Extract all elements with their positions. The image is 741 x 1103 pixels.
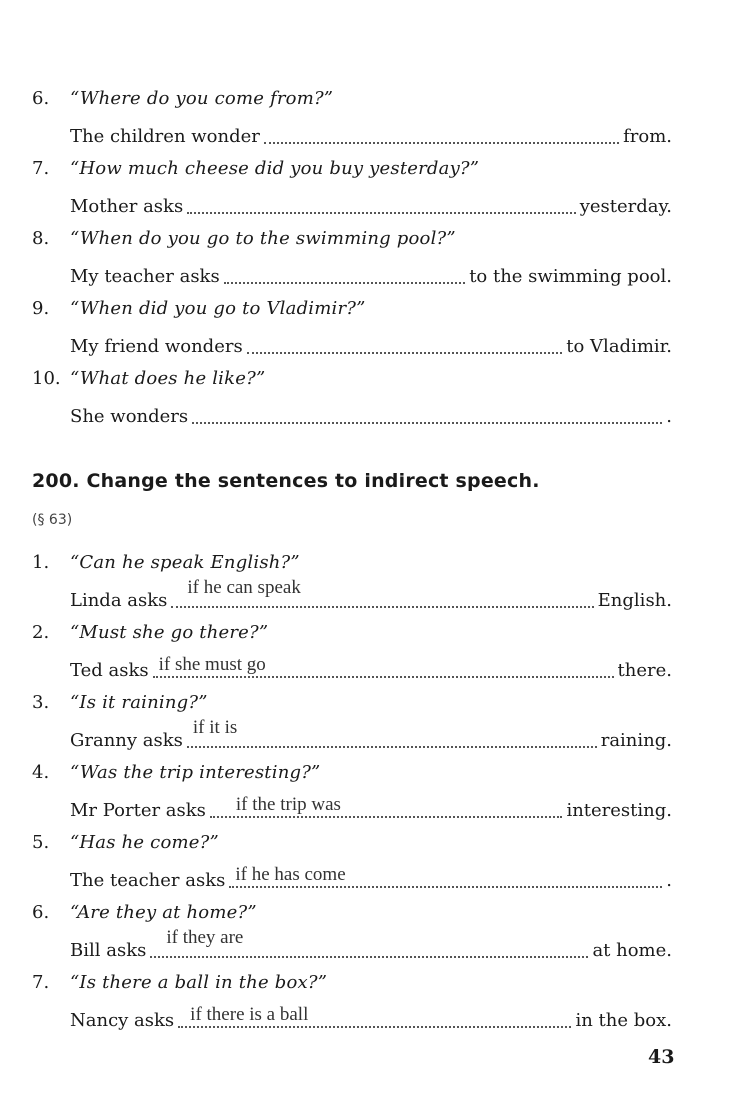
- handwritten-answer: if there is a ball: [190, 1004, 309, 1025]
- item-number: 3.: [32, 692, 50, 713]
- direct-question: “Is there a ball in the box?”: [70, 972, 328, 993]
- direct-question: “Was the trip interesting?”: [70, 762, 321, 783]
- direct-question: “When do you go to the swimming pool?”: [70, 228, 456, 249]
- answer-blank[interactable]: [210, 794, 563, 818]
- answer-blank[interactable]: [229, 864, 662, 888]
- answer-tail: there.: [617, 660, 672, 681]
- handwritten-answer: if she must go: [158, 654, 266, 675]
- direct-question: “Is it raining?”: [70, 692, 208, 713]
- item-number: 5.: [32, 832, 50, 853]
- item-number: 4.: [32, 762, 50, 783]
- exercise-title: 200. Change the sentences to indirect speech.: [32, 470, 540, 492]
- answer-lead: The teacher asks: [70, 870, 226, 891]
- grammar-reference: (§ 63): [32, 512, 73, 528]
- item-number: 8.: [32, 228, 50, 249]
- answer-lead: Nancy asks: [70, 1010, 175, 1031]
- answer-tail: at home.: [592, 940, 672, 961]
- direct-question: “When did you go to Vladimir?”: [70, 298, 366, 319]
- answer-blank[interactable]: [264, 120, 619, 144]
- answer-lead: My teacher asks: [70, 266, 220, 287]
- answer-lead: The children wonder: [70, 126, 260, 147]
- exercise-item-5: [32, 826, 672, 896]
- answer-lead: Mother asks: [70, 196, 184, 217]
- answer-blank[interactable]: [150, 927, 588, 958]
- answer-blank[interactable]: [224, 260, 465, 284]
- direct-question: “How much cheese did you buy yesterday?”: [70, 158, 480, 179]
- answer-blank[interactable]: [187, 190, 576, 214]
- handwritten-answer: if they are: [166, 927, 244, 948]
- item-number: 1.: [32, 552, 50, 573]
- direct-question: “Can he speak English?”: [70, 552, 300, 573]
- direct-question: “What does he like?”: [70, 368, 266, 389]
- answer-lead: Linda asks: [70, 590, 168, 611]
- answer-lead: Bill asks: [70, 940, 147, 961]
- item-number: 2.: [32, 622, 50, 643]
- page-number: 43: [648, 1046, 675, 1068]
- direct-question: “Are they at home?”: [70, 902, 257, 923]
- exercise-item-8: [32, 222, 672, 292]
- exercise-item-2: [32, 616, 672, 686]
- handwritten-answer: if the trip was: [235, 794, 341, 815]
- answer-tail: to the swimming pool.: [469, 266, 672, 287]
- answer-lead: Granny asks: [70, 730, 183, 751]
- exercise-item-1: [32, 546, 672, 616]
- answer-lead: My friend wonders: [70, 336, 243, 357]
- direct-question: “Has he come?”: [70, 832, 219, 853]
- answer-blank[interactable]: [153, 654, 614, 678]
- answer-tail: interesting.: [566, 800, 672, 821]
- direct-question: “Must she go there?”: [70, 622, 269, 643]
- answer-tail: raining.: [600, 730, 672, 751]
- exercise-item-6: [32, 82, 672, 152]
- answer-lead: She wonders: [70, 406, 189, 427]
- answer-tail: to Vladimir.: [566, 336, 672, 357]
- answer-tail: English.: [597, 590, 672, 611]
- exercise-item-4: [32, 756, 672, 826]
- answer-blank[interactable]: [187, 717, 597, 748]
- exercise-item-10: [32, 362, 672, 432]
- item-number: 9.: [32, 298, 50, 319]
- handwritten-answer: if it is: [192, 717, 238, 738]
- answer-tail: yesterday.: [579, 196, 672, 217]
- answer-lead: Ted asks: [70, 660, 149, 681]
- item-number: 10.: [32, 368, 61, 389]
- exercise-item-6b: [32, 896, 672, 966]
- item-number: 6.: [32, 88, 50, 109]
- exercise-item-7: [32, 152, 672, 222]
- item-number: 7.: [32, 972, 50, 993]
- exercise-item-7b: [32, 966, 672, 1036]
- answer-blank[interactable]: [192, 400, 662, 424]
- answer-tail: .: [666, 406, 672, 427]
- answer-blank[interactable]: [178, 1004, 571, 1028]
- answer-lead: Mr Porter asks: [70, 800, 206, 821]
- item-number: 6.: [32, 902, 50, 923]
- item-number: 7.: [32, 158, 50, 179]
- exercise-item-3: [32, 686, 672, 756]
- answer-blank[interactable]: [247, 330, 563, 354]
- handwritten-answer: if he can speak: [187, 577, 301, 598]
- answer-blank[interactable]: [171, 577, 593, 608]
- answer-tail: .: [666, 870, 672, 891]
- direct-question: “Where do you come from?”: [70, 88, 334, 109]
- answer-tail: from.: [623, 126, 672, 147]
- answer-tail: in the box.: [575, 1010, 672, 1031]
- handwritten-answer: if he has come: [235, 864, 346, 885]
- exercise-item-9: [32, 292, 672, 362]
